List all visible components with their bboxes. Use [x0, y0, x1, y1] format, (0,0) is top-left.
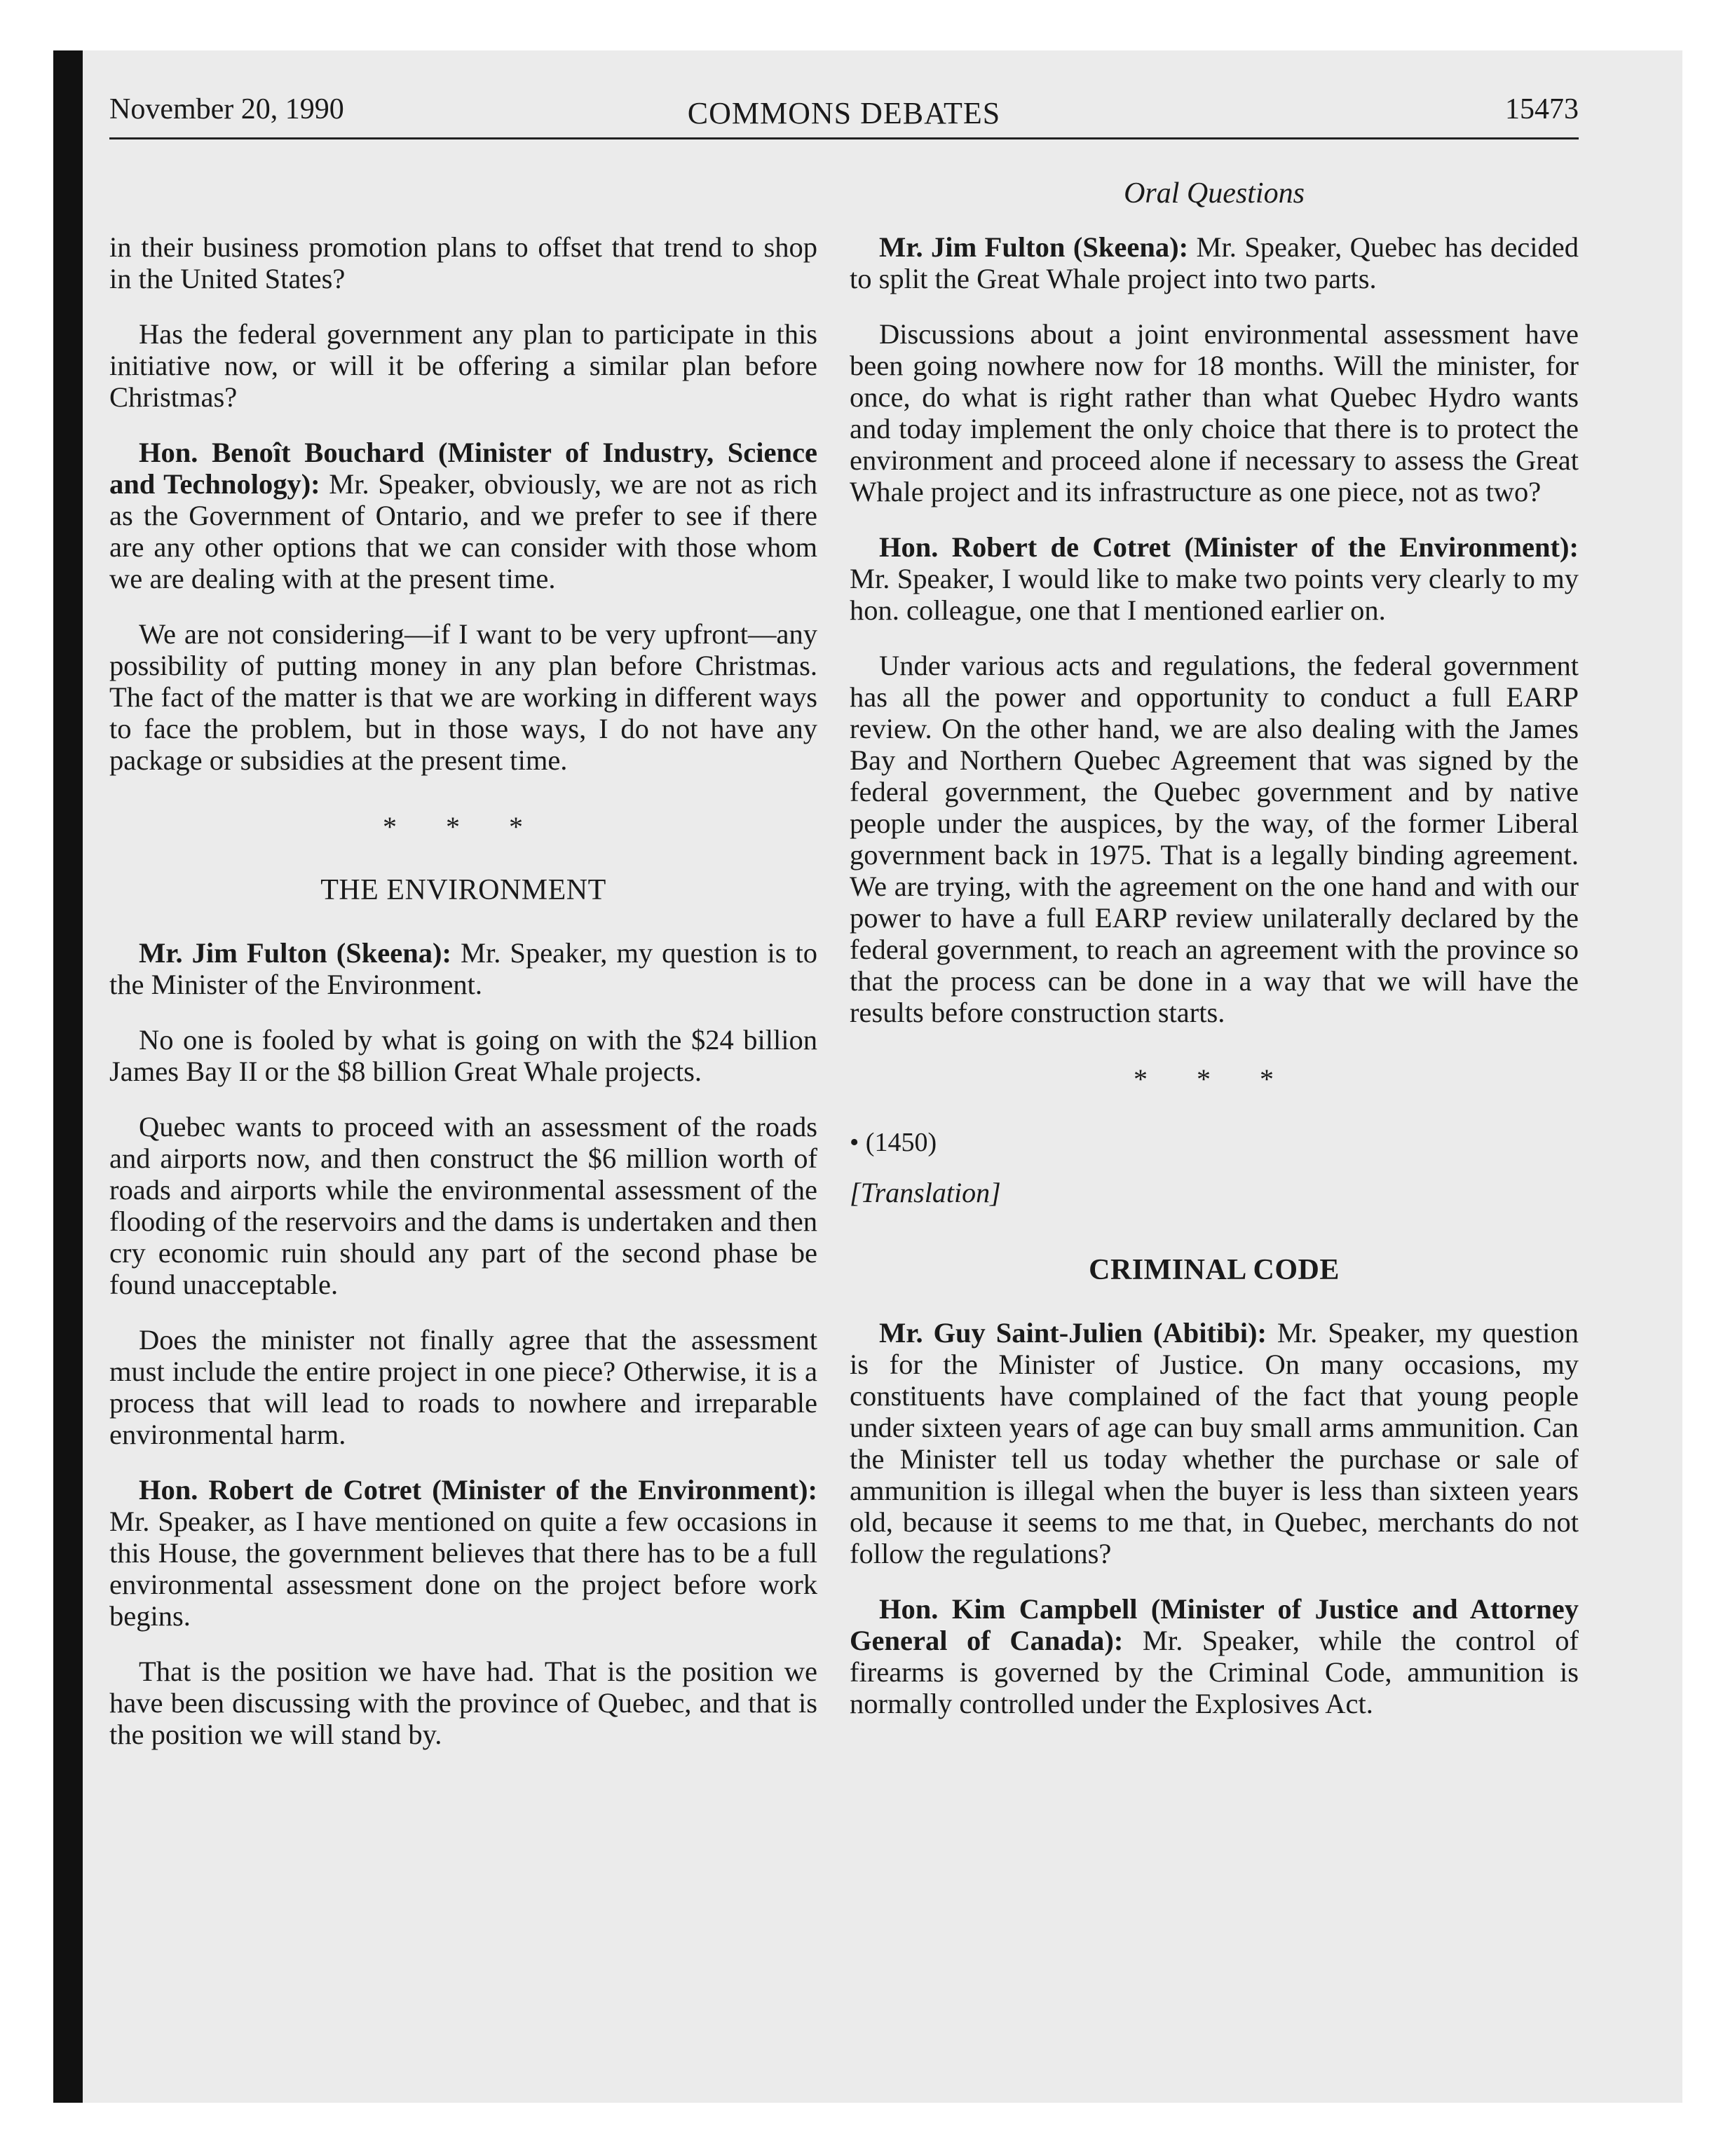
speaker-name: Hon. Benoît Bouchard (Minister of Industry, Science and Technology):: [109, 437, 817, 500]
paragraph: We are not considering—if I want to be very upfront—any possibility of putting money in any plan before Christmas. The fact of the matter is that we are working in different ways to face the problem, but in those ways, I do not have any package or subsidies at the present time.: [109, 618, 817, 776]
paragraph: [109, 1474, 817, 1632]
paragraph: Under various acts and regulations, the federal government has all the power and opportunity to conduct a full EARP review. On the other hand, we are also dealing with the James Bay and Northern Quebec Agreement that was signed by the federal government, the Quebec government and by native people under the auspices, by the way, of the former Liberal government back in 1975. That is a legally binding agreement. We are trying, with the agreement on the one hand and with our power to have a full EARP review unilaterally declared by the federal government, to reach an agreement with the province so that the process can be done in a way that we will have the results before construction starts.: [850, 650, 1579, 1028]
speaker-name: Hon. Robert de Cotret (Minister of the Environment):: [879, 531, 1579, 563]
speech-text: Mr. Speaker, my question is for the Minister of Justice. On many occasions, my constituents have complained of the fact that young people under sixteen years of age can buy small arms ammunition. Can the Minister tell us today whether the purchase or sale of ammunition is illegal when the buyer is less than sixteen years old, because it seems to me that, in Quebec, merchants do not follow the regulations?: [850, 1317, 1579, 1569]
paragraph: [850, 1593, 1579, 1719]
section-separator: * * *: [1134, 1063, 1295, 1095]
paragraph: Quebec wants to proceed with an assessment of the roads and airports now, and then construct the $6 million worth of roads and airports while the environmental assessment of the flooding of the reservoirs and the dams is undertaken and then cry economic ruin should any part of the second phase be found unacceptable.: [109, 1111, 817, 1300]
binding-edge: [53, 50, 83, 2103]
paragraph: No one is fooled by what is going on with the $24 billion James Bay II or the $8 billion Great Whale projects.: [109, 1024, 817, 1087]
speech-text: Mr. Speaker, my question is to the Minister of the Environment.: [109, 937, 818, 1000]
speech-text: Mr. Speaker, as I have mentioned on quite a few occasions in this House, the government believes that there has to be a full environmental assessment done on the project before work begins.: [109, 1506, 817, 1632]
paragraph: [850, 1317, 1579, 1569]
paragraph: Discussions about a joint environmental assessment have been going nowhere now for 18 months. Will the minister, for once, do what is right rather than what Quebec Hydro wants and today implement the only choice that there is to protect the environment and proceed alone if necessary to assess the Great Whale project and its infrastructure as one piece, not as two?: [850, 318, 1579, 507]
paragraph: Has the federal government any plan to participate in this initiative now, or will it be offering a similar plan before Christmas?: [109, 318, 817, 413]
translation-tag: [Translation]: [850, 1177, 1001, 1208]
paragraph: [850, 531, 1579, 626]
paragraph: [109, 437, 817, 594]
header-rule: [109, 137, 1579, 139]
paragraph: [850, 231, 1579, 294]
paragraph: That is the position we have had. That is the position we have been discussing with the province of Quebec, and that is the position we will stand by.: [109, 1656, 817, 1750]
speech-text: Mr. Speaker, while the control of firearms is governed by the Criminal Code, ammunition is normally controlled under the Explosives Act.: [850, 1625, 1579, 1719]
section-separator: * * *: [383, 811, 544, 842]
speech-text: Mr. Speaker, obviously, we are not as rich as the Government of Ontario, and we prefer to see if there are any other options that we can consider with those whom we are dealing with at the present time.: [109, 468, 817, 594]
section-heading: THE ENVIRONMENT: [320, 874, 606, 906]
paragraph: [109, 937, 817, 1000]
speech-text: Mr. Speaker, Quebec has decided to split the Great Whale project into two parts.: [850, 231, 1579, 294]
speaker-name: Mr. Jim Fulton (Skeena):: [879, 231, 1189, 263]
section-heading: CRIMINAL CODE: [1089, 1254, 1340, 1286]
page-header: [109, 93, 1579, 130]
paragraph: Does the minister not finally agree that the assessment must include the entire project in one piece? Otherwise, it is a process that will lead to roads to nowhere and irreparable environmental harm.: [109, 1324, 817, 1450]
header-date: November 20, 1990: [109, 93, 344, 125]
paragraph: in their business promotion plans to offset that trend to shop in the United States?: [109, 231, 817, 294]
speaker-name: Mr. Jim Fulton (Skeena):: [139, 937, 451, 969]
right-column: [850, 231, 1579, 1743]
left-column: [109, 231, 817, 1774]
running-head: Oral Questions: [1124, 177, 1305, 210]
page-number: 15473: [1505, 93, 1579, 125]
speaker-name: Hon. Robert de Cotret (Minister of the Environment):: [139, 1474, 817, 1506]
speaker-name: Hon. Kim Campbell (Minister of Justice and Attorney General of Canada):: [850, 1593, 1579, 1656]
speech-text: Mr. Speaker, I would like to make two points very clearly to my hon. colleague, one that I mentioned earlier on.: [850, 563, 1579, 626]
header-title: COMMONS DEBATES: [687, 96, 1001, 130]
time-marker: • (1450): [850, 1128, 937, 1157]
speaker-name: Mr. Guy Saint-Julien (Abitibi):: [879, 1317, 1267, 1349]
